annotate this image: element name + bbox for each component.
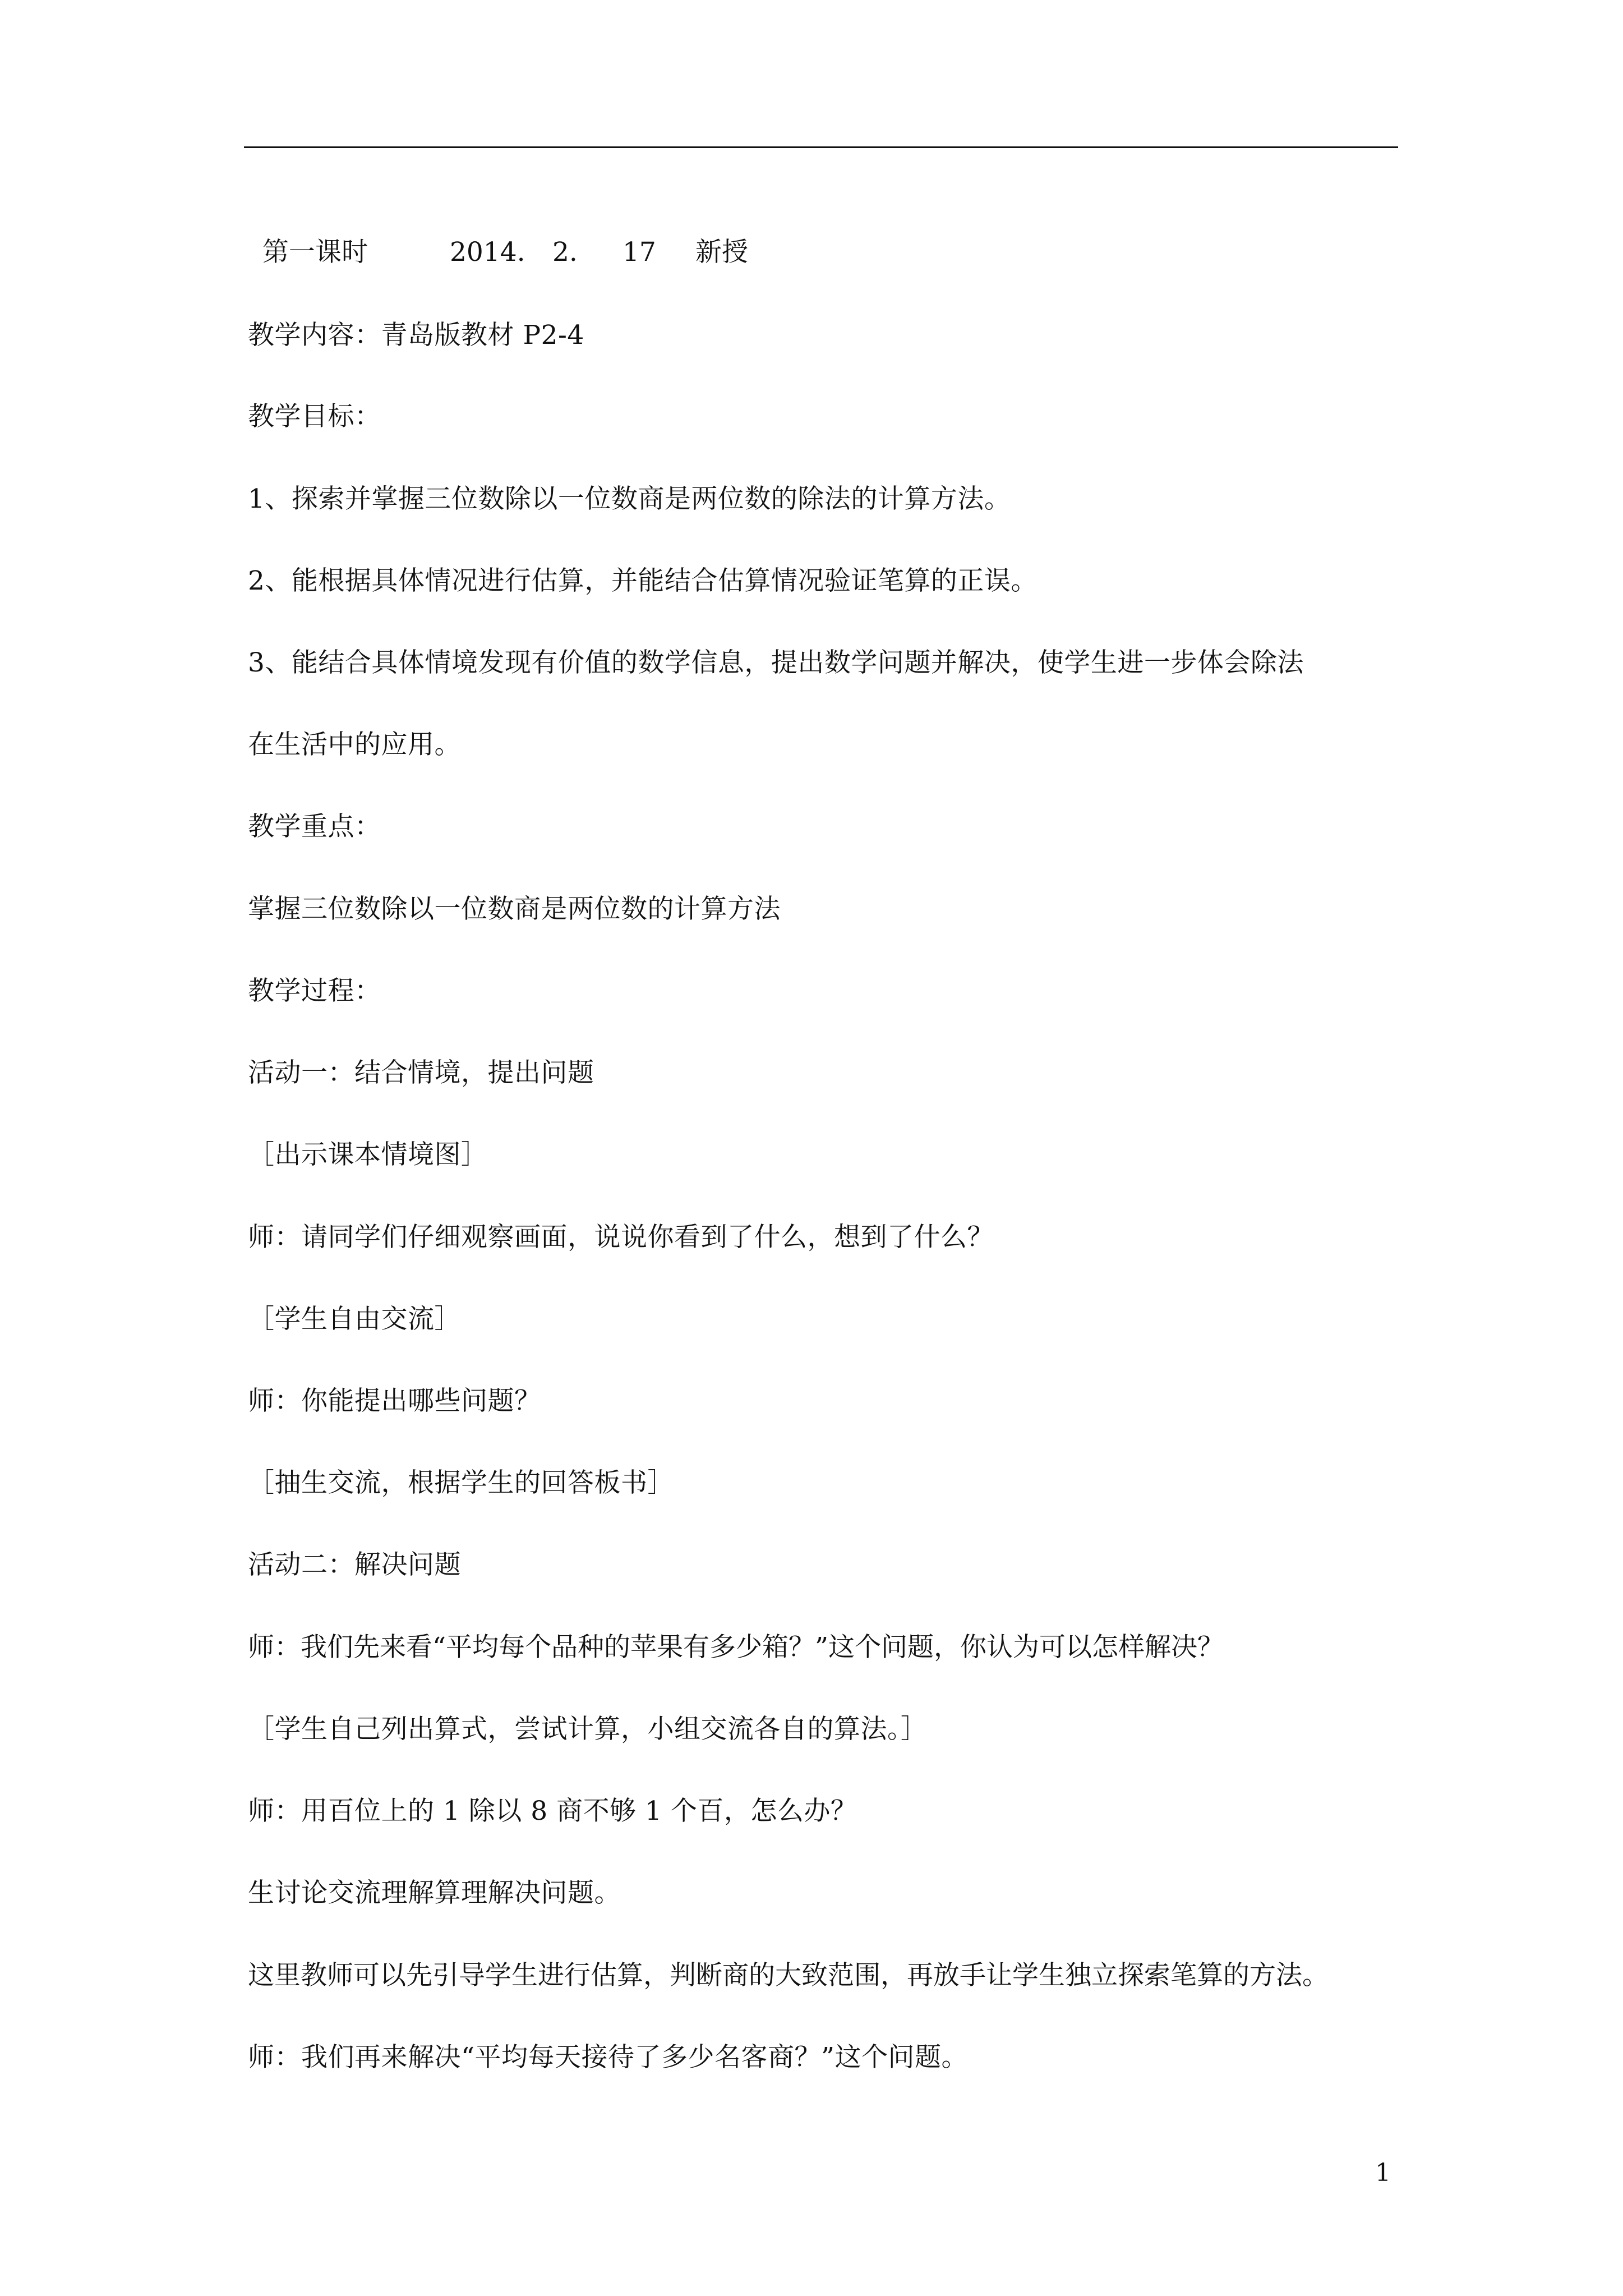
teaching-focus-heading: 教学重点： <box>248 811 381 842</box>
lesson-type: 新授 <box>695 237 748 268</box>
goal-1: 1、探索并掌握三位数除以一位数商是两位数的除法的计算方法。 <box>248 484 1011 514</box>
teacher-visitor-question: 师：我们再来解决“平均每天接待了多少名客商？”这个问题。 <box>248 2042 969 2073</box>
teaching-content: 教学内容：青岛版教材 P2-4 <box>248 320 584 351</box>
goal-3-line-2: 在生活中的应用。 <box>248 729 461 760</box>
date-day: 17 <box>623 237 656 268</box>
teacher-hundreds-question: 师：用百位上的 1 除以 8 商不够 1 个百，怎么办？ <box>248 1796 857 1826</box>
page-number: 1 <box>1375 2159 1391 2187</box>
header-rule <box>244 146 1398 148</box>
teaching-process-heading: 教学过程： <box>248 976 381 1006</box>
student-answer-note: ［抽生交流，根据学生的回答板书］ <box>248 1467 674 1498</box>
teaching-focus: 掌握三位数除以一位数商是两位数的计算方法 <box>248 894 781 924</box>
date-year: 2014. <box>450 237 525 268</box>
goal-3-line-1: 3、能结合具体情境发现有价值的数学信息，提出数学问题并解决，使学生进一步体会除法 <box>248 647 1304 678</box>
student-discussion: 生讨论交流理解算理解决问题。 <box>248 1878 621 1908</box>
free-discussion-note: ［学生自由交流］ <box>248 1304 461 1335</box>
teacher-apple-question: 师：我们先来看“平均每个品种的苹果有多少箱？”这个问题，你认为可以怎样解决？ <box>248 1632 1224 1663</box>
show-scene-note: ［出示课本情境图］ <box>248 1139 488 1170</box>
lesson-label: 第一课时 <box>262 237 368 268</box>
teaching-goals-heading: 教学目标： <box>248 401 381 432</box>
teacher-observe: 师：请同学们仔细观察画面，说说你看到了什么，想到了什么？ <box>248 1222 994 1253</box>
activity-2-heading: 活动二：解决问题 <box>248 1549 461 1580</box>
teacher-guidance: 这里教师可以先引导学生进行估算，判断商的大致范围，再放手让学生独立探索笔算的方法。 <box>248 1960 1329 1991</box>
teacher-question: 师：你能提出哪些问题？ <box>248 1386 541 1416</box>
activity-1-heading: 活动一：结合情境，提出问题 <box>248 1057 594 1088</box>
date-month: 2. <box>552 237 578 268</box>
goal-2: 2、能根据具体情况进行估算，并能结合估算情况验证笔算的正误。 <box>248 565 1038 596</box>
student-calculation-note: ［学生自己列出算式，尝试计算，小组交流各自的算法。］ <box>248 1714 928 1745</box>
